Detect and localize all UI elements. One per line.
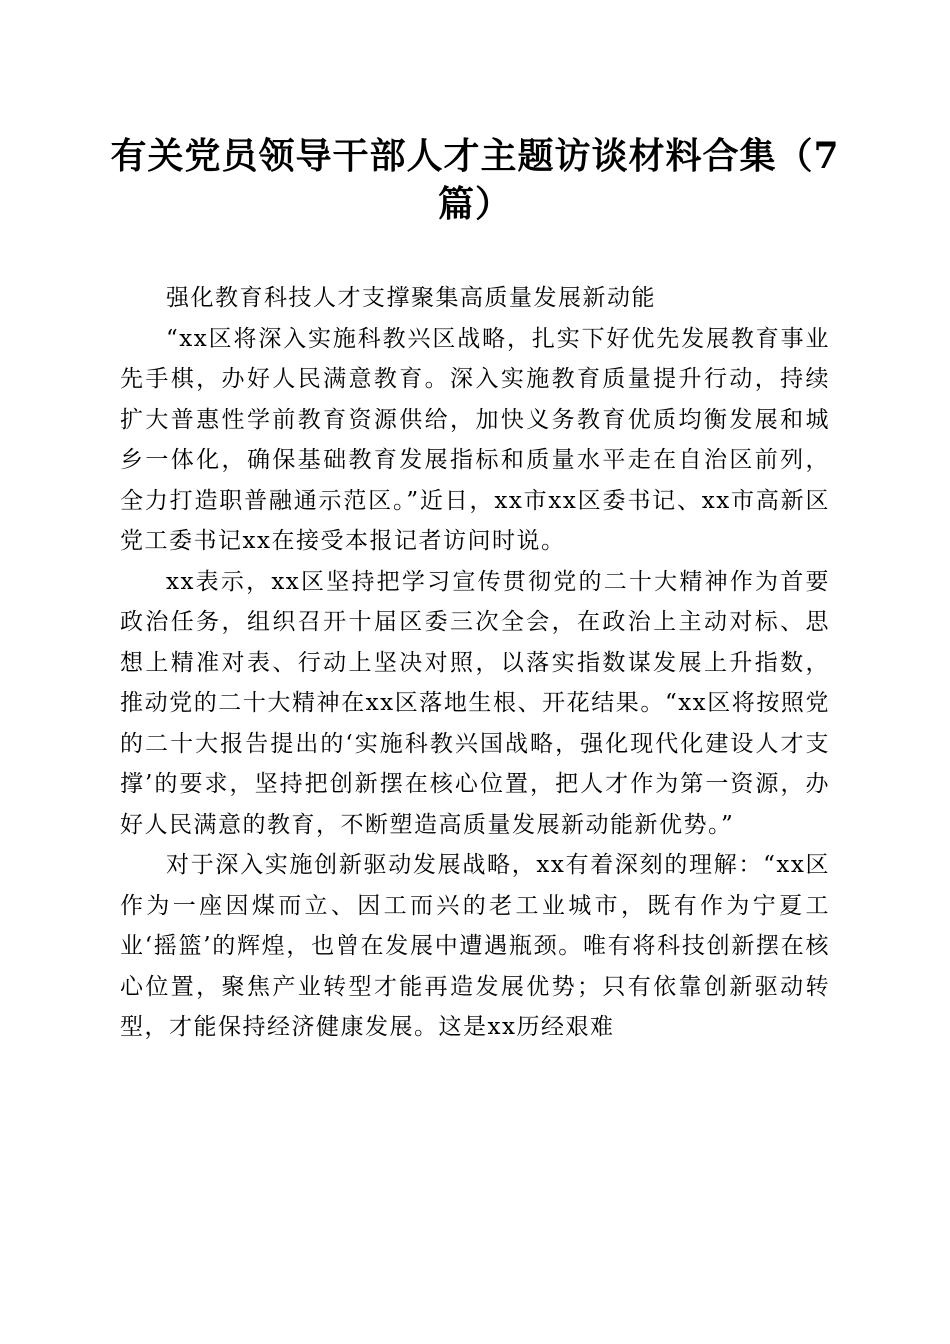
body-paragraph: 对于深入实施创新驱动发展战略，xx有着深刻的理解：“xx区作为一座因煤而立、因工而兴的老工业城市，既有作为宁夏工业‘摇篮’的辉煌，也曾在发展中遭遇瓶颈。唯有将科技创新摆在核心位置，聚焦产业转型才能再造发展优势；只有依靠创新驱动转型，才能保持经济健康发展。这是xx历经艰难 xyxy=(120,852,830,1040)
title-line-1: 有关党员领导干部人才主题访谈材料合集（7 xyxy=(110,135,840,177)
document-body xyxy=(120,278,830,1048)
document-title xyxy=(100,132,850,228)
section-heading: 强化教育科技人才支撑聚集高质量发展新动能 xyxy=(166,285,656,311)
title-line-2: 篇） xyxy=(437,183,512,225)
body-paragraph: xx表示，xx区坚持把学习宣传贯彻党的二十大精神作为首要政治任务，组织召开十届区委三次全会，在政治上主动对标、思想上精准对表、行动上坚决对照，以落实指数谋发展上升指数，推动党的二十大精神在xx区落地生根、开花结果。“xx区将按照党的二十大报告提出的‘实施科教兴国战略，强化现代化建设人才支撑’的要求，坚持把创新摆在核心位置，把人才作为第一资源，办好人民满意的教育，不断塑造高质量发展新动能新优势。” xyxy=(120,568,830,838)
body-paragraph: “xx区将深入实施科教兴区战略，扎实下好优先发展教育事业先手棋，办好人民满意教育。深入实施教育质量提升行动，持续扩大普惠性学前教育资源供给，加快义务教育优质均衡发展和城乡一体化，确保基础教育发展指标和质量水平走在自治区前列，全力打造职普融通示范区。”近日，xx市xx区委书记、xx市高新区党工委书记xx在接受本报记者访问时说。 xyxy=(120,325,830,554)
